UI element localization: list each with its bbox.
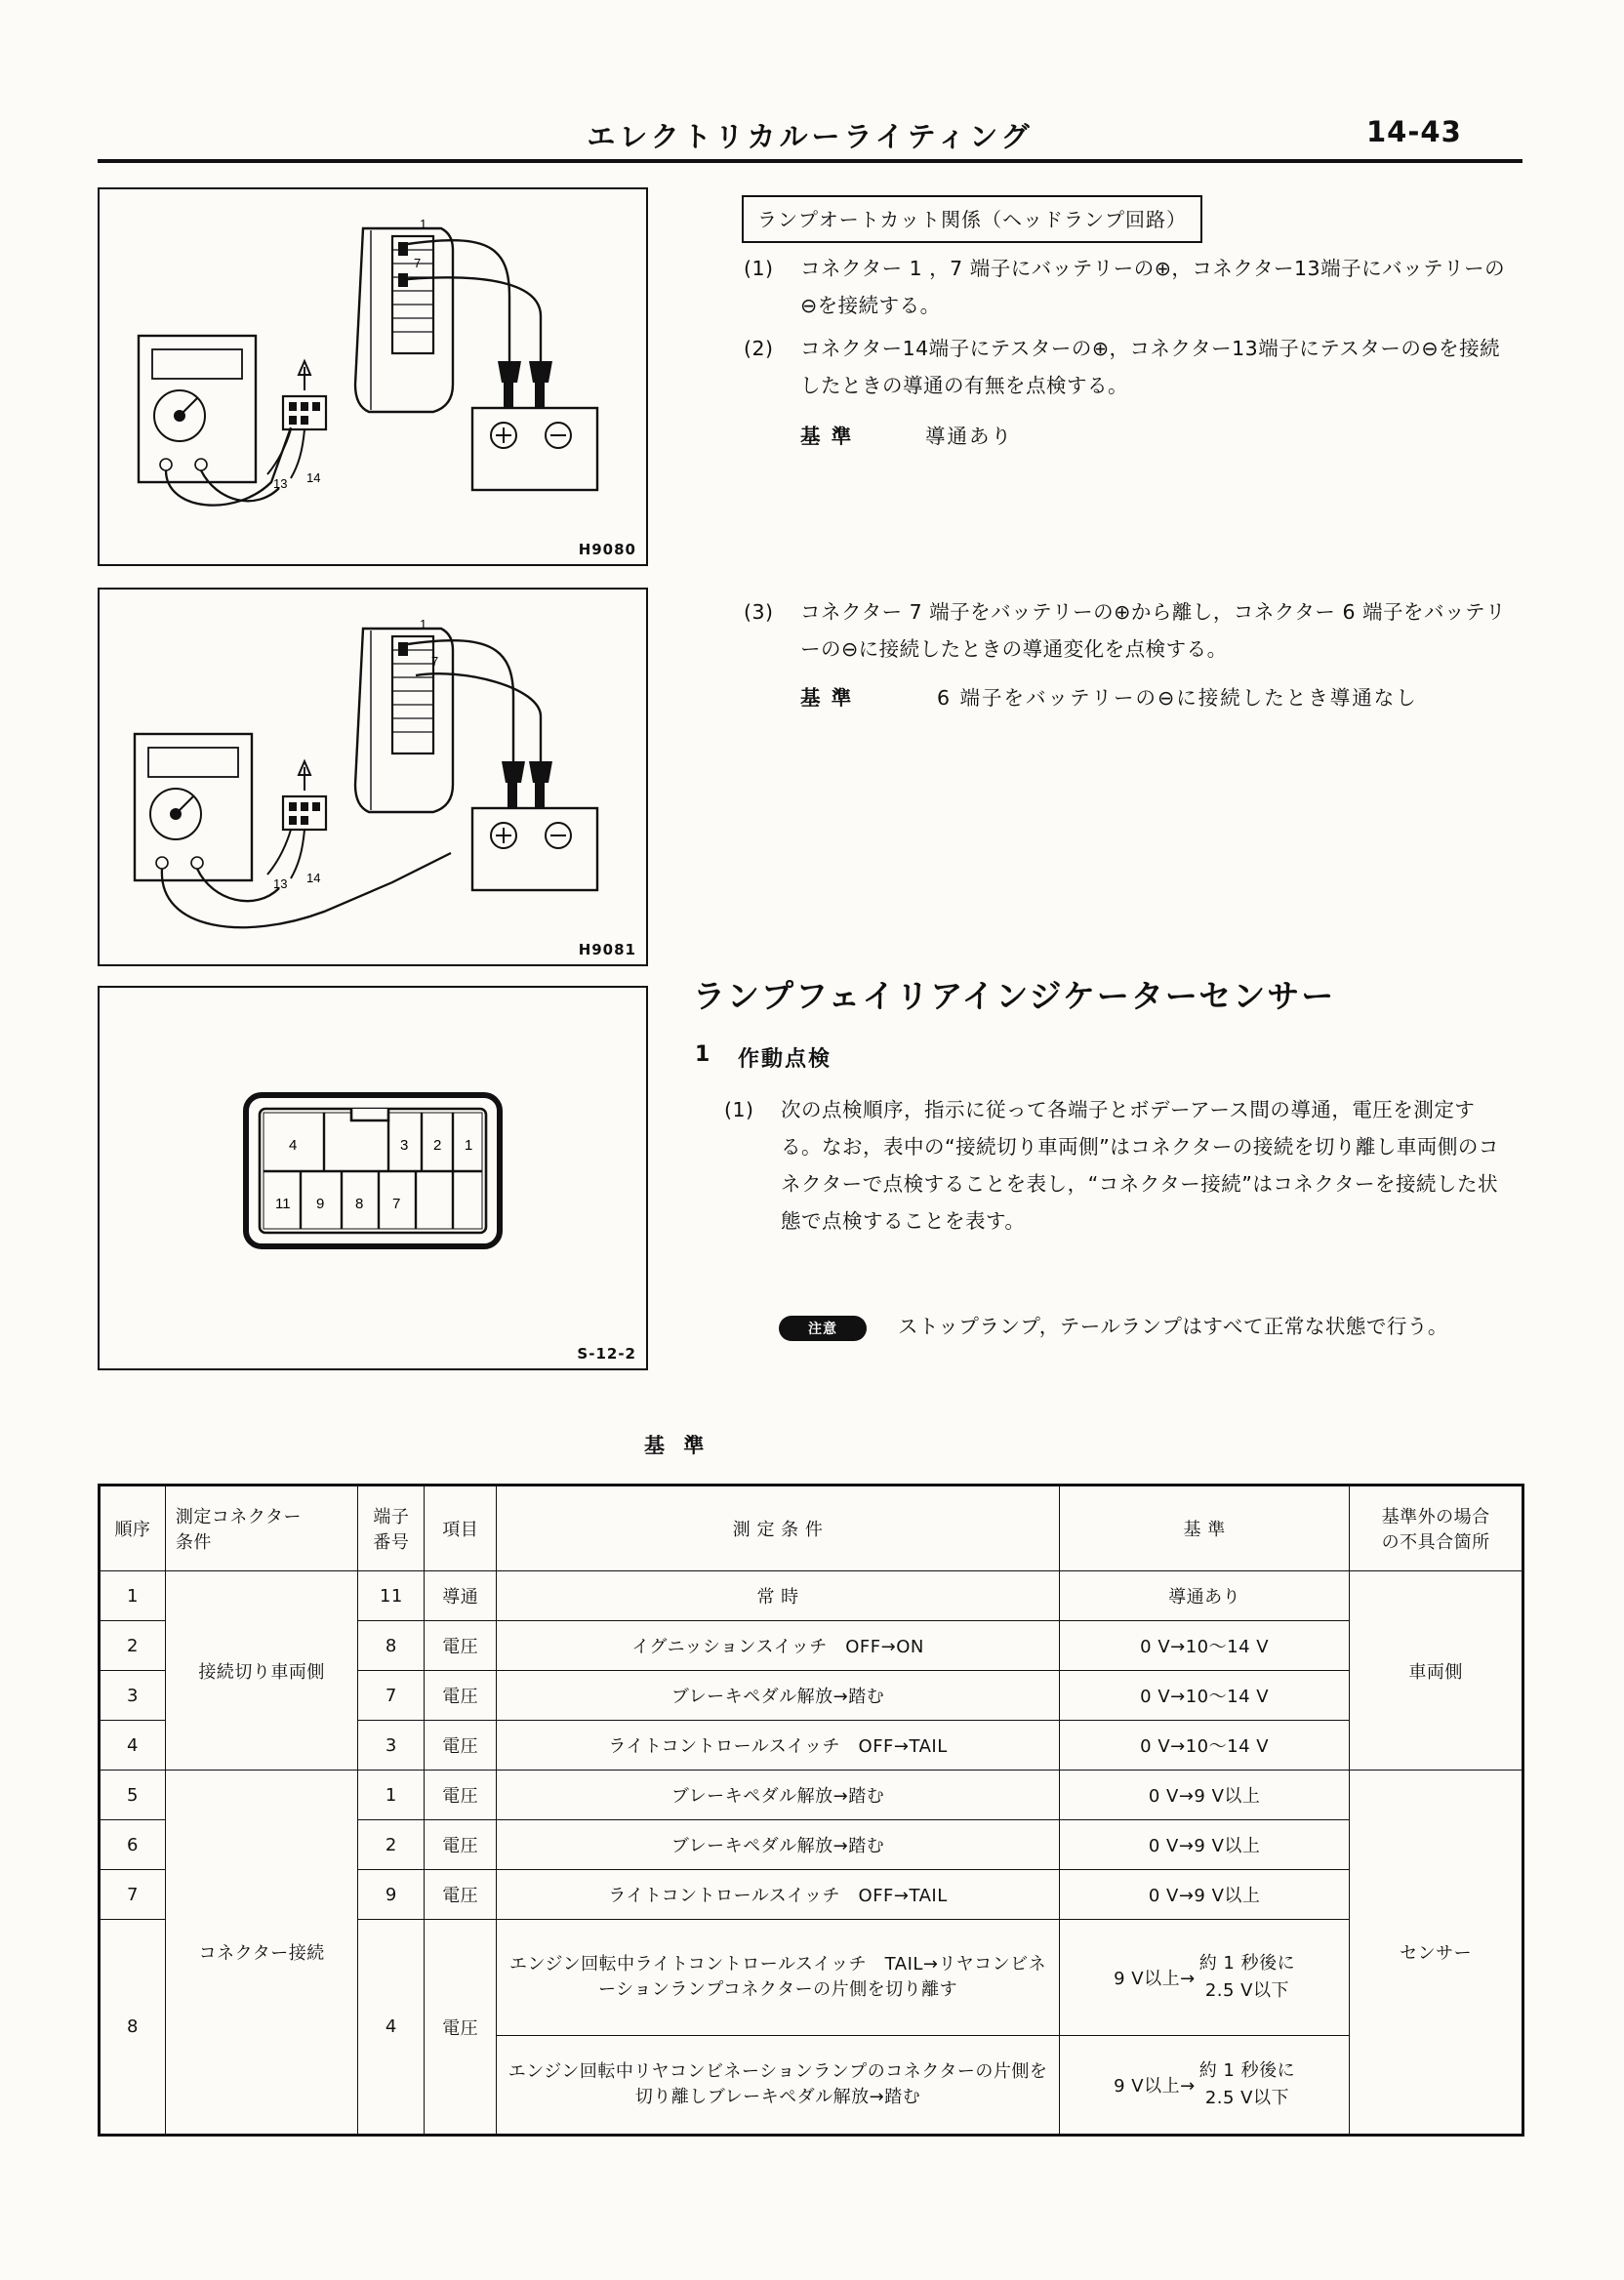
cell-terminal: 9 (358, 1870, 425, 1920)
cell-measure: 常 時 (497, 1571, 1060, 1621)
wiring-diagram-1 (100, 189, 642, 560)
th-standard: 基 準 (1059, 1486, 1349, 1571)
standard-label-2: 基 準 (800, 686, 854, 710)
table-row (100, 1771, 1523, 1820)
header-rule (98, 159, 1522, 163)
cell-order: 4 (100, 1721, 166, 1771)
svg-text:4: 4 (289, 1137, 298, 1154)
cell-measure: エンジン回転中リヤコンビネーションランプのコネクターの片側を切り離しブレーキペダル解放→踏む (497, 2036, 1060, 2136)
standard-right (1199, 1950, 1295, 2005)
svg-text:7: 7 (392, 1196, 401, 1212)
cell-terminal: 7 (358, 1671, 425, 1721)
standard-value-1: 導通あり (925, 425, 1013, 448)
subsection-number: 1 (695, 1042, 712, 1067)
th-condition (165, 1486, 358, 1571)
cell-item: 電圧 (425, 1771, 497, 1820)
cell-order: 6 (100, 1820, 166, 1870)
svg-text:14: 14 (306, 470, 321, 485)
standard-right-top: 約 1 秒後に (1198, 1953, 1296, 1974)
operation-check-item-1-number: (1) (724, 1098, 754, 1121)
subsection-title: 作動点検 (738, 1047, 832, 1072)
boxed-title-lamp-autocut: ランプオートカット関係（ヘッドランプ回路） (742, 195, 1202, 243)
standards-table (98, 1484, 1524, 2137)
th-item: 項目 (425, 1486, 497, 1571)
procedure-item-2-number: (2) (744, 337, 774, 360)
svg-text:1: 1 (420, 617, 427, 631)
procedure-item-2-text: コネクター14端子にテスターの⊕，コネクター13端子にテスターの⊖を接続したときの導通の有無を点検する。 (800, 337, 1501, 397)
svg-text:2: 2 (433, 1137, 442, 1154)
cell-group-connector-joined: コネクター接続 (165, 1771, 358, 2136)
cell-item: 導通 (425, 1571, 497, 1621)
svg-text:13: 13 (273, 876, 288, 891)
figure-code-1: H9080 (578, 541, 636, 558)
cell-order: 2 (100, 1621, 166, 1671)
standard-left: 9 V以上→ (1114, 1969, 1196, 1989)
cell-measure: イグニッションスイッチ OFF→ON (497, 1621, 1060, 1671)
svg-text:1: 1 (465, 1137, 473, 1154)
wiring-diagram-2 (100, 590, 642, 960)
cell-standard (1059, 1920, 1349, 2036)
page-header (98, 115, 1522, 155)
section-title-lamp-failure-sensor: ランプフェイリアインジケーターセンサー (693, 977, 1336, 1015)
cell-item: 電圧 (425, 1621, 497, 1671)
cell-measure: エンジン回転中ライトコントロールスイッチ TAIL→リヤコンビネーションランプコネクターの片側を切り離す (497, 1920, 1060, 2036)
standard-right-bottom: 2.5 V以下 (1204, 2088, 1289, 2108)
svg-text:8: 8 (355, 1196, 364, 1212)
cell-item: 電圧 (425, 1721, 497, 1771)
caution-text (898, 1308, 1513, 1345)
cell-standard: 0 V→10〜14 V (1059, 1621, 1349, 1671)
th-order: 順序 (100, 1486, 166, 1571)
svg-text:1: 1 (420, 217, 427, 231)
cell-order: 3 (100, 1671, 166, 1721)
cell-standard: 0 V→9 V以上 (1059, 1820, 1349, 1870)
cell-terminal: 4 (358, 1920, 425, 2136)
svg-text:14: 14 (306, 871, 321, 885)
procedure-item-1-number: (1) (744, 257, 774, 280)
standard-right (1199, 2057, 1295, 2112)
cell-standard: 導通あり (1059, 1571, 1349, 1621)
standard-label-1: 基 準 (800, 425, 854, 448)
operation-check-item-1 (724, 1091, 1515, 1240)
th-condition-line1: 測定コネクター (175, 1507, 303, 1527)
standard-right-top: 約 1 秒後に (1198, 2060, 1296, 2081)
svg-text:13: 13 (273, 476, 288, 491)
procedure-item-3-number: (3) (744, 600, 774, 624)
figure-h9081 (98, 588, 648, 966)
procedure-item-1-text: コネクター 1 ，7 端子にバッテリーの⊕，コネクター13端子にバッテリーの⊖を接続する。 (800, 257, 1506, 317)
figure-h9080 (98, 187, 648, 566)
cell-measure: ブレーキペダル解放→踏む (497, 1820, 1060, 1870)
connector-face-diagram (100, 988, 642, 1364)
cell-measure: ブレーキペダル解放→踏む (497, 1671, 1060, 1721)
svg-text:11: 11 (275, 1196, 291, 1212)
page-number: 14-43 (1366, 115, 1462, 148)
cell-item: 電圧 (425, 1820, 497, 1870)
operation-check-item-1-text: 次の点検順序，指示に従って各端子とボデーアース間の導通，電圧を測定する。なお，表中の“接続切り車両側”はコネクターの接続を切り離し車両側のコネクターで点検することを表し，“コネクター接続”はコネクターを接続した状態で点検することを表す。 (781, 1098, 1499, 1233)
figure-s12-2 (98, 986, 648, 1370)
cell-fault-vehicle: 車両側 (1350, 1571, 1523, 1771)
cell-order: 1 (100, 1571, 166, 1621)
figure-code-3: S-12-2 (577, 1345, 636, 1363)
procedure-item-3 (744, 593, 1515, 668)
cell-standard: 0 V→10〜14 V (1059, 1671, 1349, 1721)
cell-fault-sensor: センサー (1350, 1771, 1523, 2136)
page-title: エレクトリカルーライティング (587, 120, 1034, 153)
figure-code-2: H9081 (578, 941, 636, 958)
table-header-row (100, 1486, 1523, 1571)
standard-value-2: 6 端子をバッテリーの⊖に接続したとき導通なし (937, 686, 1418, 710)
cell-measure: ブレーキペダル解放→踏む (497, 1771, 1060, 1820)
cell-standard: 0 V→9 V以上 (1059, 1870, 1349, 1920)
cell-order: 5 (100, 1771, 166, 1820)
cell-item: 電圧 (425, 1870, 497, 1920)
table-caption: 基 準 (644, 1434, 710, 1457)
standard-right-bottom: 2.5 V以下 (1204, 1980, 1289, 2001)
caution-text-body: ストップランプ，テールランプはすべて正常な状態で行う。 (898, 1315, 1448, 1338)
standard-left: 9 V以上→ (1114, 2076, 1196, 2097)
cell-standard: 0 V→10〜14 V (1059, 1721, 1349, 1771)
procedure-item-2 (744, 330, 1515, 404)
svg-text:9: 9 (316, 1196, 325, 1212)
cell-terminal: 11 (358, 1571, 425, 1621)
cell-standard: 0 V→9 V以上 (1059, 1771, 1349, 1820)
svg-text:3: 3 (400, 1137, 409, 1154)
cell-item: 電圧 (425, 1920, 497, 2136)
cell-group-vehicle-side: 接続切り車両側 (165, 1571, 358, 1771)
cell-order: 7 (100, 1870, 166, 1920)
table-row (100, 1571, 1523, 1621)
th-terminal: 端子 番号 (358, 1486, 425, 1571)
th-measure: 測 定 条 件 (497, 1486, 1060, 1571)
th-condition-line2: 条件 (175, 1532, 212, 1553)
cell-order: 8 (100, 1920, 166, 2136)
cell-terminal: 1 (358, 1771, 425, 1820)
svg-text:7: 7 (431, 654, 439, 669)
caution-badge: 注意 (779, 1316, 867, 1341)
svg-text:7: 7 (414, 256, 422, 270)
cell-terminal: 8 (358, 1621, 425, 1671)
cell-item: 電圧 (425, 1671, 497, 1721)
procedure-item-3-text: コネクター 7 端子をバッテリーの⊕から離し，コネクター 6 端子をバッテリーの⊖に接続したときの導通変化を点検する。 (800, 600, 1507, 661)
cell-measure: ライトコントロールスイッチ OFF→TAIL (497, 1870, 1060, 1920)
th-fault: 基準外の場合 の不具合箇所 (1350, 1486, 1523, 1571)
cell-terminal: 2 (358, 1820, 425, 1870)
procedure-item-1 (744, 250, 1515, 324)
cell-standard (1059, 2036, 1349, 2136)
cell-terminal: 3 (358, 1721, 425, 1771)
cell-measure: ライトコントロールスイッチ OFF→TAIL (497, 1721, 1060, 1771)
